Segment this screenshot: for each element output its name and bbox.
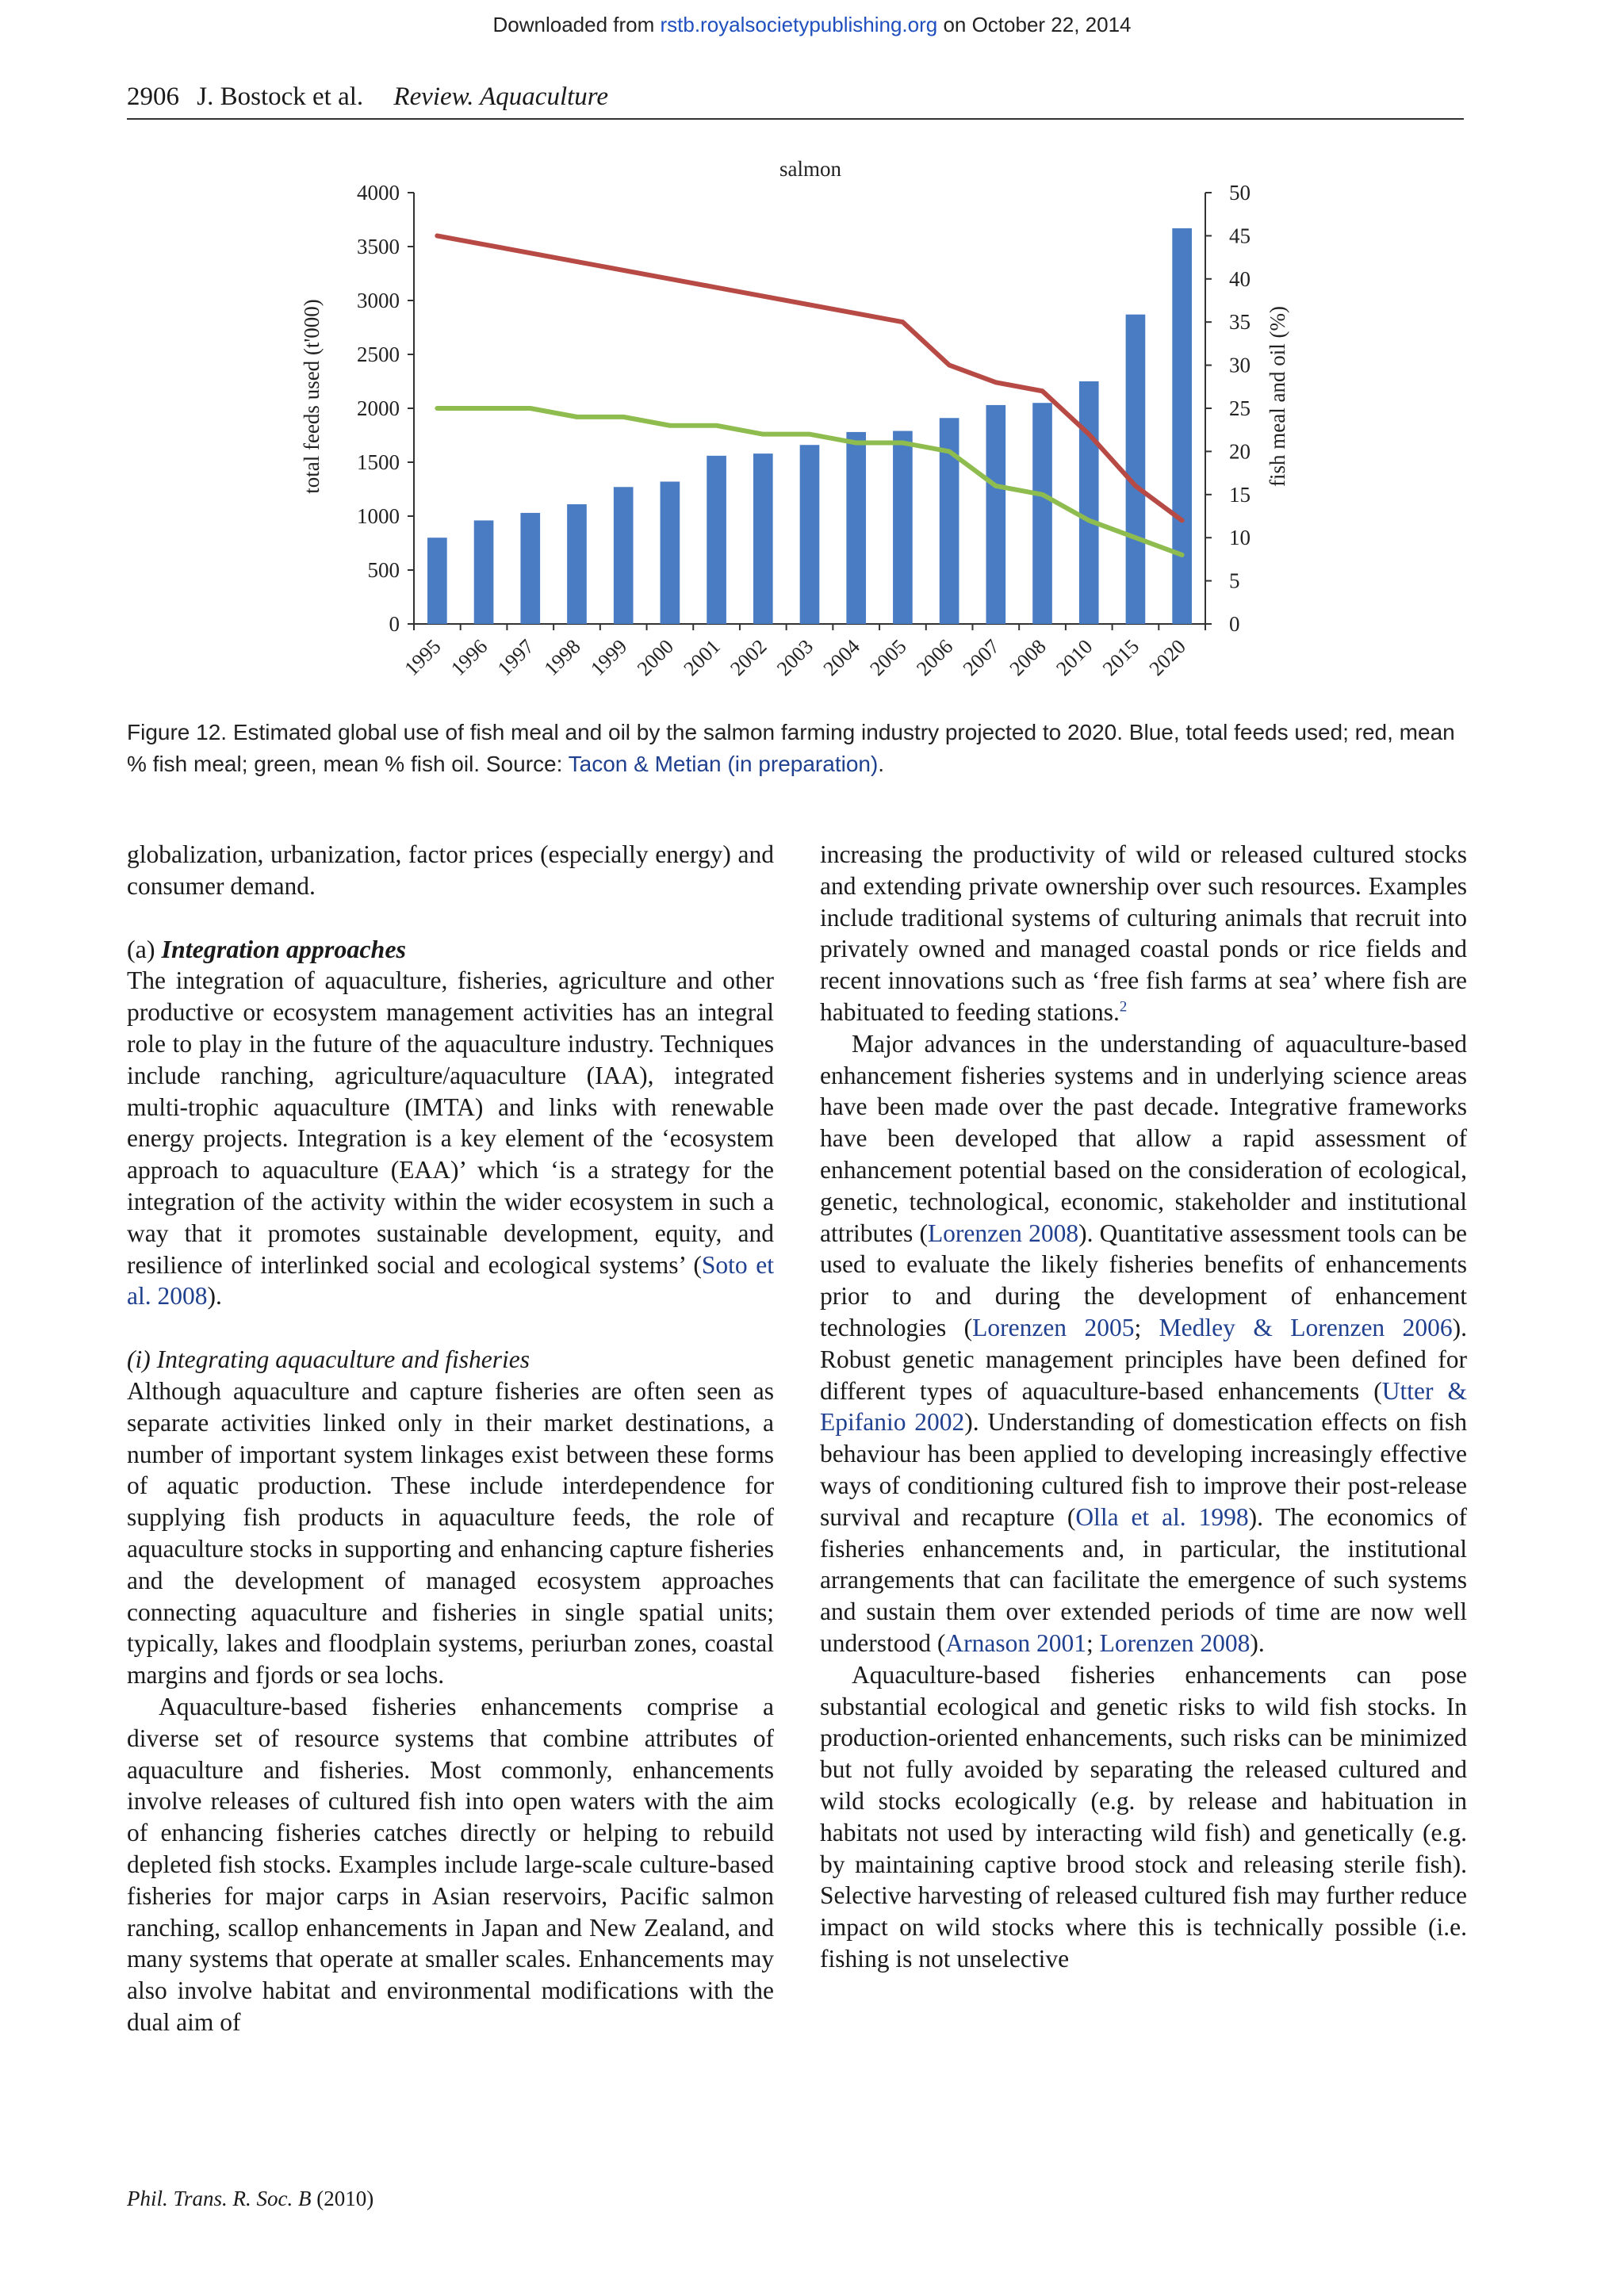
bar bbox=[800, 445, 820, 624]
y2-tick-label: 30 bbox=[1229, 353, 1251, 377]
y-tick-label: 4000 bbox=[357, 181, 400, 205]
citation-link[interactable]: Lorenzen 2008 bbox=[1099, 1628, 1251, 1657]
y-tick-label: 1500 bbox=[357, 450, 400, 474]
paragraph-text: ; bbox=[1086, 1628, 1100, 1657]
citation-link[interactable]: Utter & Epifanio 2002 bbox=[820, 1376, 1467, 1437]
paragraph-text: increasing the productivity of wild or released cultured stocks and extending private ownership over such resources. Examples include traditional systems of culturing animals that recruit into privately owned and managed coastal ponds or rice fields and recent innovations such as ‘free fish farms at sea’ where fish are habituated to feeding stations. bbox=[820, 840, 1467, 1026]
bar bbox=[427, 538, 447, 624]
x-tick-label: 2003 bbox=[772, 634, 818, 681]
chart-title: salmon bbox=[779, 157, 841, 181]
banner-link[interactable]: rstb.royalsocietypublishing.org bbox=[660, 13, 938, 36]
bar bbox=[893, 431, 913, 624]
y-tick-label: 2500 bbox=[357, 342, 400, 366]
y2-tick-label: 45 bbox=[1229, 224, 1251, 248]
x-tick-label: 2002 bbox=[726, 634, 772, 681]
y-tick-label: 0 bbox=[389, 612, 400, 636]
y-tick-label: 500 bbox=[367, 558, 400, 582]
page-footer bbox=[127, 2187, 373, 2211]
subsection-heading: (i) Integrating aquaculture and fisheries bbox=[127, 1345, 530, 1374]
y-tick-label: 3500 bbox=[357, 235, 400, 258]
y2-tick-label: 25 bbox=[1229, 396, 1251, 420]
bar bbox=[707, 456, 726, 624]
paragraph-text: ). Robust genetic management principles have been defined for different types of aquaculture-based enhancements ( bbox=[820, 1313, 1467, 1405]
caption-source-link[interactable]: Tacon & Metian (in preparation) bbox=[568, 752, 879, 776]
x-tick-label: 1995 bbox=[400, 634, 446, 681]
paragraph-text: ). bbox=[1250, 1628, 1265, 1657]
x-tick-label: 1996 bbox=[446, 634, 492, 681]
section-heading-number: (a) bbox=[127, 934, 162, 963]
y2-tick-label: 35 bbox=[1229, 310, 1251, 335]
y2-tick-label: 5 bbox=[1229, 568, 1240, 593]
y-tick-label: 1000 bbox=[357, 504, 400, 528]
x-tick-label: 2000 bbox=[632, 634, 679, 681]
paragraph-text: ; bbox=[1134, 1313, 1159, 1341]
authors: J. Bostock et al. bbox=[197, 82, 364, 111]
bar bbox=[474, 520, 494, 624]
bar bbox=[986, 405, 1005, 624]
paragraph-text: ). bbox=[207, 1282, 222, 1311]
bar bbox=[753, 453, 773, 624]
y-axis-label: total feeds used (t'000) bbox=[300, 299, 324, 494]
citation-link[interactable]: Lorenzen 2005 bbox=[972, 1313, 1135, 1341]
paragraph: Although aquaculture and capture fisheries are often seen as separate activities linked only in their market destinations, a number of important system linkages exist between these forms of aquatic production. These include interdependence for supplying fish products in aquaculture feeds, the role of aquaculture stocks in supporting and enhancing capture fisheries and the development of managed ecosystem approaches connecting aquaculture and fisheries in single spatial units; typically, lakes and floodplain systems, periurban zones, coastal margins and fjords or sea lochs. bbox=[127, 1376, 774, 1689]
salmon-chart bbox=[285, 151, 1289, 706]
banner-prefix: Downloaded from bbox=[492, 13, 661, 36]
journal-section: Review. Aquaculture bbox=[393, 82, 609, 111]
footnote-marker[interactable]: 2 bbox=[1119, 998, 1128, 1016]
bar bbox=[661, 481, 680, 624]
y2-tick-label: 20 bbox=[1229, 439, 1251, 464]
paragraph bbox=[820, 1028, 1467, 1659]
x-tick-label: 2006 bbox=[912, 634, 958, 681]
y2-tick-label: 40 bbox=[1229, 266, 1251, 291]
x-tick-label: 1998 bbox=[539, 634, 585, 681]
y2-axis-label: fish meal and oil (%) bbox=[1266, 306, 1289, 487]
running-head bbox=[127, 82, 1464, 120]
bar bbox=[614, 487, 634, 624]
bar bbox=[846, 432, 866, 624]
download-banner bbox=[0, 13, 1624, 37]
y2-tick-label: 50 bbox=[1229, 181, 1251, 205]
left-column bbox=[127, 839, 774, 2038]
y2-tick-label: 15 bbox=[1229, 482, 1251, 507]
citation-link[interactable]: Soto et al. 2008 bbox=[127, 1250, 774, 1311]
citation-link[interactable]: Lorenzen 2008 bbox=[927, 1219, 1079, 1247]
paragraph: Aquaculture-based fisheries enhancements comprise a diverse set of resource systems that combine attributes of aquaculture and fisheries. Most commonly, enhancements involve releases of cultured fish into open waters with the aim of enhancing fisheries catches directly or helping to rebuild depleted fish stocks. Examples include large-scale culture-based fisheries for major carps in Asian reservoirs, Pacific salmon ranching, scallop enhancements in Japan and New Zealand, and many systems that operate at smaller scales. Enhancements may also involve habitat and environmental modifications with the dual aim of bbox=[127, 1692, 774, 2036]
paragraph bbox=[127, 965, 774, 1312]
right-column bbox=[820, 839, 1467, 1975]
citation-link[interactable]: Arnason 2001 bbox=[945, 1628, 1086, 1657]
caption-text: Figure 12. Estimated global use of fish meal and oil by the salmon farming industry projected to 2020. Blue, total feeds used; red, mean % fish meal; green, mean % fish oil. Source: bbox=[127, 720, 1455, 776]
bar bbox=[520, 513, 540, 624]
bar bbox=[567, 504, 587, 624]
x-tick-label: 2007 bbox=[958, 634, 1005, 681]
paragraph: globalization, urbanization, factor prices (especially energy) and consumer demand. bbox=[127, 840, 774, 900]
x-tick-label: 2010 bbox=[1051, 634, 1097, 681]
y2-tick-label: 10 bbox=[1229, 526, 1251, 550]
x-tick-label: 2008 bbox=[1005, 634, 1051, 681]
x-tick-label: 2020 bbox=[1144, 634, 1190, 681]
y-tick-label: 2000 bbox=[357, 396, 400, 420]
x-tick-label: 2001 bbox=[679, 634, 725, 681]
bar bbox=[1126, 315, 1146, 624]
x-tick-label: 1997 bbox=[492, 634, 539, 681]
x-tick-label: 2005 bbox=[865, 634, 911, 681]
bar bbox=[1172, 228, 1192, 624]
footer-journal: Phil. Trans. R. Soc. B bbox=[127, 2187, 312, 2210]
paragraph-text: The integration of aquaculture, fisheries, agriculture and other productive or ecosystem management activities has an integral role to play in the future of the aquaculture industry. Techniques include ranching, agriculture/aquaculture (IAA), integrated multi-trophic aquaculture (IMTA) and links with renewable energy projects. Integration is a key element of the ‘ecosystem approach to aquaculture (EAA)’ which ‘is a strategy for the integration of the activity within the wider ecosystem in such a way that it promotes sustainable development, equity, and resilience of interlinked social and ecological systems’ ( bbox=[127, 966, 774, 1279]
x-tick-label: 2004 bbox=[818, 634, 864, 681]
section-heading-a bbox=[127, 934, 774, 966]
bar bbox=[1079, 381, 1099, 624]
paragraph-text: Major advances in the understanding of aquaculture-based enhancement fisheries systems and in underlying science areas have been made over the past decade. Integrative frameworks have been developed that allow a rapid assessment of enhancement potential based on the consideration of ecological, genetic, technological, economic, stakeholder and institutional attributes ( bbox=[820, 1029, 1467, 1247]
x-tick-label: 2015 bbox=[1097, 634, 1144, 681]
citation-link[interactable]: Medley & Lorenzen 2006 bbox=[1159, 1313, 1453, 1341]
x-tick-label: 1999 bbox=[586, 634, 632, 681]
paragraph-text: ). The economics of fisheries enhancements and, in particular, the institutional arrangements that can facilitate the emergence of such systems and sustain them over extended periods of time are now well understood ( bbox=[820, 1502, 1468, 1657]
section-heading-title: Integration approaches bbox=[161, 934, 406, 963]
paragraph: Aquaculture-based fisheries enhancements can pose substantial ecological and genetic risks to wild fish stocks. In production-oriented enhancements, such risks can be minimized but not fully avoided by separating the released cultured and wild stocks ecologically (e.g. by release and habituation in habitats not used by interacting wild fish) and genetically (e.g. by maintaining captive brood stock and releasing sterile fish). Selective harvesting of released cultured fish may further reduce impact on wild stocks where this is technically possible (i.e. fishing is not unselective bbox=[820, 1660, 1467, 1973]
banner-suffix: on October 22, 2014 bbox=[937, 13, 1132, 36]
paragraph-text: ). Understanding of domestication effects on fish behaviour has been applied to developing increasingly effective ways of conditioning cultured fish to improve their post-release survival and recapture ( bbox=[820, 1408, 1467, 1531]
paragraph bbox=[820, 839, 1467, 1028]
bar bbox=[1032, 403, 1052, 624]
y-tick-label: 3000 bbox=[357, 289, 400, 312]
y2-tick-label: 0 bbox=[1229, 612, 1240, 636]
caption-end: . bbox=[878, 752, 885, 776]
figure-caption bbox=[127, 717, 1464, 780]
paragraph-text: ). Quantitative assessment tools can be used to evaluate the likely fisheries benefits of enhancements prior to and during the development of enhancement technologies ( bbox=[820, 1219, 1467, 1341]
citation-link[interactable]: Olla et al. 1998 bbox=[1075, 1502, 1249, 1531]
page-number: 2906 bbox=[127, 82, 179, 111]
footer-year: (2010) bbox=[311, 2187, 374, 2210]
